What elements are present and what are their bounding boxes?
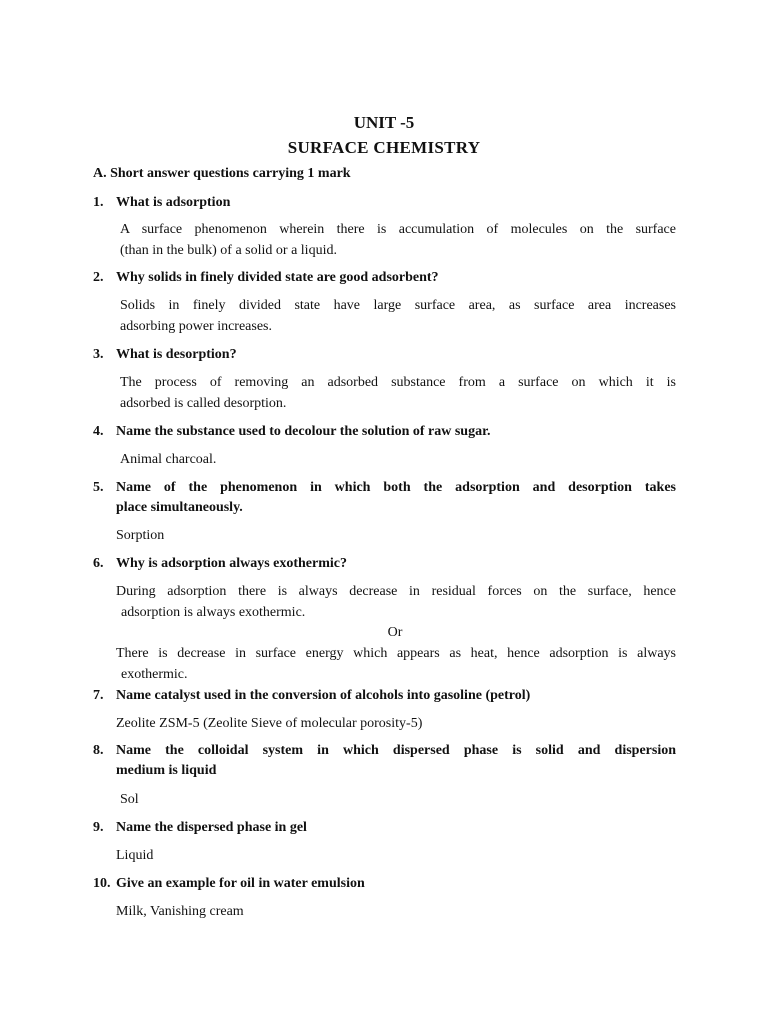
answer-line: During adsorption there is always decrease in residual forces on the surface, hence (116, 584, 676, 599)
answer-line: adsorbing power increases. (120, 319, 273, 334)
question-4 (93, 422, 676, 442)
question-5 (93, 478, 676, 518)
answer-4: Animal charcoal. (120, 452, 217, 467)
question-8 (93, 741, 676, 781)
question-number: 2. (93, 270, 104, 285)
answer-2 (120, 295, 676, 337)
question-text: Name the colloidal system in which dispersed phase is solid and dispersion (116, 743, 676, 758)
answer-9: Liquid (116, 848, 154, 863)
page-title: SURFACE CHEMISTRY (287, 138, 481, 157)
or-separator: Or (387, 625, 403, 640)
question-text: Give an example for oil in water emulsion (116, 876, 365, 891)
question-9 (93, 818, 676, 838)
question-1 (93, 193, 676, 213)
question-text: Why is adsorption always exothermic? (116, 556, 347, 571)
answer-3 (120, 372, 676, 414)
question-text: Name the dispersed phase in gel (116, 820, 307, 835)
question-text: What is desorption? (116, 347, 237, 362)
answer-1 (120, 219, 676, 261)
question-text: What is adsorption (116, 195, 231, 210)
question-text: Name catalyst used in the conversion of alcohols into gasoline (petrol) (116, 688, 531, 703)
question-3 (93, 345, 676, 365)
question-number: 6. (93, 556, 104, 571)
question-number: 3. (93, 347, 104, 362)
answer-line: exothermic. (121, 667, 188, 682)
question-number: 9. (93, 820, 104, 835)
question-text: Name the substance used to decolour the solution of raw sugar. (116, 424, 491, 439)
question-number: 5. (93, 480, 104, 495)
question-number: 1. (93, 195, 104, 210)
answer-6-alt (116, 643, 676, 685)
question-10 (93, 874, 676, 894)
question-text: Why solids in finely divided state are good adsorbent? (116, 270, 439, 285)
question-number: 10. (93, 876, 111, 891)
question-text: medium is liquid (116, 763, 217, 778)
question-number: 4. (93, 424, 104, 439)
answer-7: Zeolite ZSM-5 (Zeolite Sieve of molecular porosity-5) (116, 716, 423, 731)
question-6 (93, 554, 676, 574)
question-2 (93, 268, 676, 288)
question-text: Name of the phenomenon in which both the adsorption and desorption takes (116, 480, 676, 495)
answer-8: Sol (120, 792, 139, 807)
answer-10: Milk, Vanishing cream (116, 904, 244, 919)
answer-5: Sorption (116, 528, 165, 543)
answer-line: adsorption is always exothermic. (121, 605, 306, 620)
question-text: place simultaneously. (116, 500, 243, 515)
answer-line: Solids in finely divided state have large surface area, as surface area increases (120, 298, 676, 313)
section-heading: A. Short answer questions carrying 1 mark (93, 166, 351, 181)
answer-line: The process of removing an adsorbed substance from a surface on which it is (120, 375, 676, 390)
question-number: 8. (93, 743, 104, 758)
unit-title: UNIT -5 (353, 113, 415, 132)
answer-line: adsorbed is called desorption. (120, 396, 287, 411)
question-number: 7. (93, 688, 104, 703)
answer-6 (116, 581, 676, 623)
answer-line: There is decrease in surface energy which appears as heat, hence adsorption is always (116, 646, 676, 661)
question-7 (93, 686, 676, 706)
answer-line: A surface phenomenon wherein there is accumulation of molecules on the surface (120, 222, 676, 237)
answer-line: (than in the bulk) of a solid or a liquid. (120, 243, 337, 258)
